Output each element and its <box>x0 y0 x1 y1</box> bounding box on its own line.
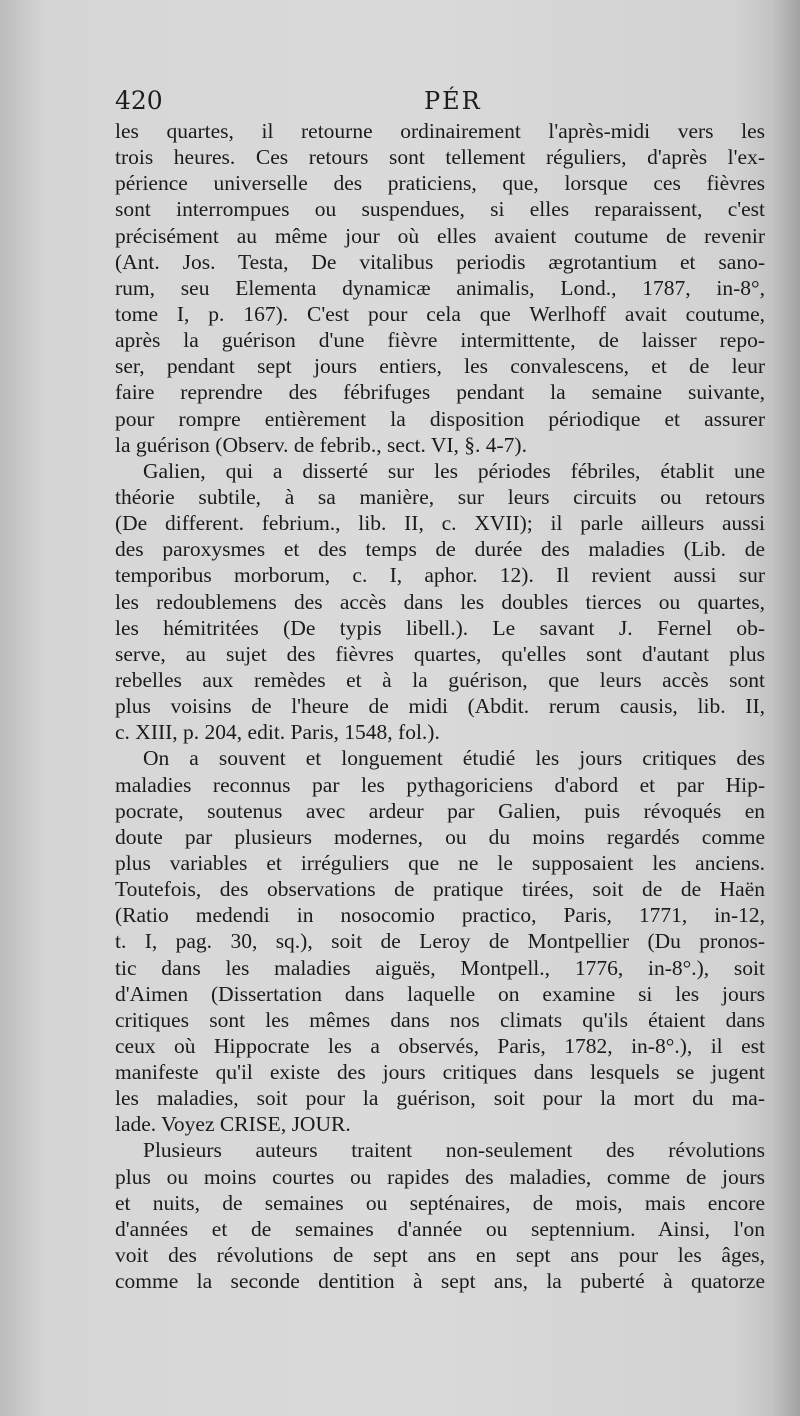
paragraph-end-line: la guérison (Observ. de febrib., sect. VI, §. 4-7). <box>115 432 527 457</box>
text-line: doute par plusieurs modernes, ou du moins regardés comme <box>115 824 765 849</box>
text-line: périence universelle des praticiens, que, lorsque ces fièvres <box>115 171 765 196</box>
paragraph-start-line: Galien, qui a disserté sur les périodes fébriles, établit une <box>143 458 765 483</box>
text-line: d'Aimen (Dissertation dans laquelle on examine si les jours <box>115 981 765 1006</box>
text-line: les quartes, il retourne ordinairement l'après-midi vers les <box>115 119 765 143</box>
text-line: pour rompre entièrement la disposition périodique et assurer <box>115 406 765 431</box>
text-line: voit des révolutions de sept ans en sept ans pour les âges, <box>115 1243 765 1268</box>
text-line: rum, seu Elementa dynamicæ animalis, Lond., 1787, in-8°, <box>115 275 765 300</box>
paragraph-start-line: Plusieurs auteurs traitent non-seulement des révolutions <box>143 1138 765 1163</box>
paragraph-end-line: c. XIII, p. 204, edit. Paris, 1548, fol.). <box>115 720 440 745</box>
text-line: maladies reconnus par les pythagoriciens d'abord et par Hip- <box>115 772 765 797</box>
text-line: et nuits, de semaines ou septénaires, de mois, mais encore <box>115 1190 765 1215</box>
text-line: Toutefois, des observations de pratique tirées, soit de de Haën <box>115 877 765 902</box>
page-edge-shadow <box>772 0 800 1416</box>
text-line: tome I, p. 167). C'est pour cela que Werlhoff avait coutume, <box>115 301 765 326</box>
text-line: trois heures. Ces retours sont tellement réguliers, d'après l'ex- <box>115 145 765 170</box>
text-line: d'années et de semaines d'année ou septennium. Ainsi, l'on <box>115 1216 765 1241</box>
text-line: manifeste qu'il existe des jours critiques dans lesquels se jugent <box>115 1060 765 1085</box>
text-line: faire reprendre des fébrifuges pendant la semaine suivante, <box>115 380 765 405</box>
text-line: pocrate, soutenus avec ardeur par Galien, puis révoqués en <box>115 798 765 823</box>
text-line: les redoublemens des accès dans les doubles tierces ou quartes, <box>115 589 765 614</box>
text-line: tic dans les maladies aiguës, Montpell., 1776, in-8°.), soit <box>115 955 765 980</box>
text-line: sont interrompues ou suspendues, si elles reparaissent, c'est <box>115 197 765 222</box>
body-text <box>115 118 765 1294</box>
text-line: plus ou moins courtes ou rapides des maladies, comme de jours <box>115 1164 765 1189</box>
paragraph-end-line: lade. Voyez CRISE, JOUR. <box>115 1112 351 1137</box>
text-line: des paroxysmes et des temps de durée des maladies (Lib. de <box>115 537 765 562</box>
text-line: temporibus morborum, c. I, aphor. 12). Il revient aussi sur <box>115 563 765 588</box>
text-line: après la guérison d'une fièvre intermittente, de laisser repo- <box>115 328 765 353</box>
text-line: (Ant. Jos. Testa, De vitalibus periodis ægrotantium et sano- <box>115 249 765 274</box>
text-line: plus voisins de l'heure de midi (Abdit. rerum causis, lib. II, <box>115 694 765 719</box>
page-number: 420 <box>115 86 163 115</box>
text-line: (De different. febrium., lib. II, c. XVII); il parle ailleurs aussi <box>115 511 765 536</box>
text-line: les hémitritées (De typis libell.). Le savant J. Fernel ob- <box>115 615 765 640</box>
paragraph-start-line: On a souvent et longuement étudié les jours critiques des <box>143 746 765 771</box>
text-line: les maladies, soit pour la guérison, soit pour la mort du ma- <box>115 1086 765 1111</box>
text-line: (Ratio medendi in nosocomio practico, Paris, 1771, in-12, <box>115 903 765 928</box>
text-line: t. I, pag. 30, sq.), soit de Leroy de Montpellier (Du pronos- <box>115 929 765 954</box>
text-line: plus variables et irréguliers que ne le supposaient les anciens. <box>115 850 765 875</box>
text-line: précisément au même jour où elles avaient coutume de revenir <box>115 223 765 248</box>
text-line: rebelles aux remèdes et à la guérison, que leurs accès sont <box>115 667 765 692</box>
page-header <box>115 84 765 118</box>
text-line: ser, pendant sept jours entiers, les convalescens, et de leur <box>115 354 765 379</box>
text-line: théorie subtile, à sa manière, sur leurs circuits ou retours <box>115 484 765 509</box>
text-line: serve, au sujet des fièvres quartes, qu'elles sont d'autant plus <box>115 641 765 666</box>
running-head: PÉR <box>424 87 482 115</box>
text-line: ceux où Hippocrate les a observés, Paris, 1782, in-8°.), il est <box>115 1033 765 1058</box>
text-line: comme la seconde dentition à sept ans, la puberté à quatorze <box>115 1269 765 1294</box>
text-line: critiques sont les mêmes dans nos climats qu'ils étaient dans <box>115 1007 765 1032</box>
